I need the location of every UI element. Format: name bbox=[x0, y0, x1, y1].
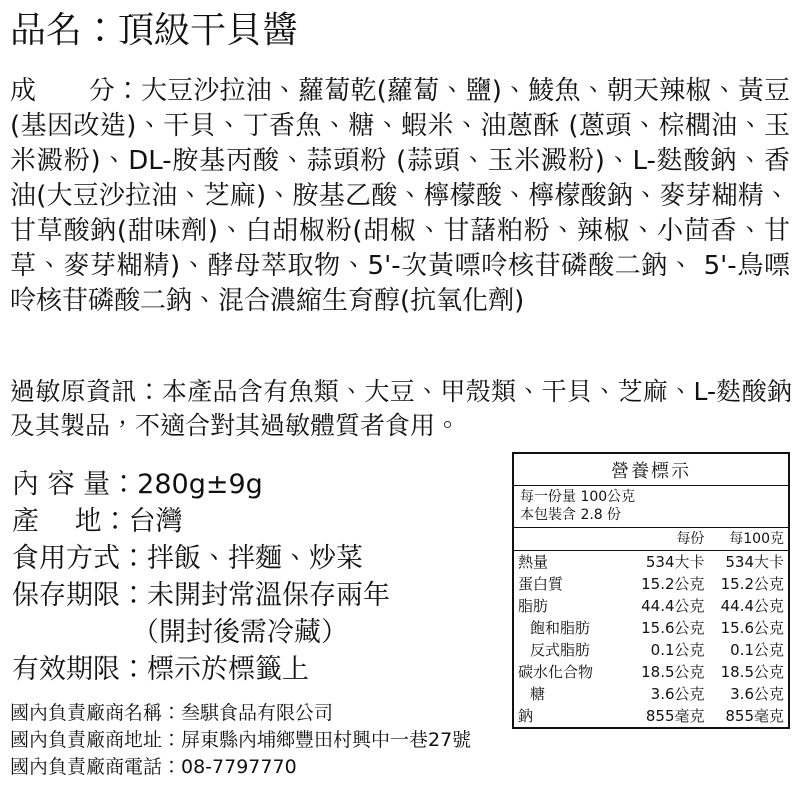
nutrition-servings-per-pack: 本包裝含 2.8 份 bbox=[520, 507, 622, 523]
nutrition-row-per-100g: 18.5公克 bbox=[720, 663, 784, 681]
nutrition-header-per-serving: 每份 bbox=[629, 528, 708, 551]
nutrition-row-per-100g: 44.4公克 bbox=[720, 597, 784, 615]
spec-serving-suggestion: 食用方式：拌飯、拌麵、炒菜 bbox=[12, 543, 363, 574]
company-phone: 國內負責廠商電話：08-7797770 bbox=[10, 756, 297, 778]
spec-shelf-life: 保存期限：未開封常溫保存兩年 bbox=[12, 580, 390, 611]
company-info-block bbox=[10, 700, 530, 781]
nutrition-row-name: 鈉 bbox=[518, 707, 534, 725]
spec-storage-note: （開封後需冷藏） bbox=[132, 617, 348, 648]
table-row bbox=[514, 617, 788, 639]
table-row bbox=[514, 573, 788, 595]
nutrition-row-name: 反式脂肪 bbox=[530, 641, 591, 659]
ingredients-text: 成 分：大豆沙拉油、蘿蔔乾(蘿蔔、鹽)、鯪魚、朝天辣椒、黃豆(基因改造)、干貝、丁香魚、糖、蝦米、油蔥酥 (蔥頭、棕櫚油、玉米澱粉)、DL-胺基丙酸、蒜頭粉 (蒜頭、玉米澱粉)、L-麩酸鈉、香油(大豆沙拉油、芝麻)、胺基乙酸、檸檬酸、檸檬酸鈉、麥芽糊精、甘草酸鈉(甜味劑)、白胡椒粉(胡椒、甘藷粕粉、辣椒、小茴香、甘草、麥芽糊精)、酵母萃取物、5'-次黃嘌呤核苷磷酸二鈉、 5'-鳥嘌呤核苷磷酸二鈉、混合濃縮生育醇(抗氧化劑) bbox=[10, 76, 790, 316]
nutrition-row-name: 飽和脂肪 bbox=[530, 619, 591, 637]
nutrition-row-per-serving: 18.5公克 bbox=[641, 663, 705, 681]
product-name: 品名：頂級干貝醬 bbox=[10, 10, 299, 51]
nutrition-serving-size: 每一份量 100公克 bbox=[520, 489, 636, 505]
specification-block bbox=[12, 466, 512, 688]
nutrition-title: 營養標示 bbox=[514, 454, 788, 486]
nutrition-row-per-serving: 3.6公克 bbox=[650, 685, 705, 703]
nutrition-serving-info bbox=[514, 486, 788, 528]
nutrition-row-per-100g: 0.1公克 bbox=[730, 641, 784, 659]
company-name: 國內負責廠商名稱：叁騏食品有限公司 bbox=[10, 702, 334, 724]
spec-net-weight: 內 容 量：280g±9g bbox=[12, 469, 263, 500]
nutrition-row-per-serving: 15.2公克 bbox=[641, 575, 705, 593]
table-row bbox=[514, 639, 788, 661]
table-row bbox=[514, 551, 788, 574]
table-row bbox=[514, 683, 788, 705]
nutrition-row-per-serving: 855毫克 bbox=[645, 707, 705, 725]
nutrition-header-per-100g: 每100克 bbox=[709, 528, 788, 551]
nutrition-row-per-100g: 534大卡 bbox=[725, 553, 784, 571]
table-row bbox=[514, 595, 788, 617]
nutrition-row-per-serving: 15.6公克 bbox=[641, 619, 705, 637]
spec-origin: 產 地：台灣 bbox=[12, 506, 183, 537]
nutrition-row-per-serving: 0.1公克 bbox=[650, 641, 705, 659]
nutrition-header-blank bbox=[514, 528, 629, 551]
nutrition-row-per-100g: 15.6公克 bbox=[720, 619, 784, 637]
nutrition-table-body bbox=[514, 551, 788, 728]
nutrition-facts-table bbox=[512, 452, 790, 729]
allergen-info: 過敏原資訊：本產品含有魚類、大豆、甲殼類、干貝、芝麻、L-麩酸鈉及其製品，不適合對其過敏體質者食用。 bbox=[10, 377, 792, 440]
nutrition-row-per-serving: 534大卡 bbox=[645, 553, 705, 571]
table-row bbox=[514, 705, 788, 727]
nutrition-row-name: 脂肪 bbox=[518, 597, 549, 615]
nutrition-row-per-100g: 15.2公克 bbox=[720, 575, 784, 593]
nutrition-row-name: 熱量 bbox=[518, 553, 549, 571]
nutrition-row-name: 蛋白質 bbox=[518, 575, 564, 593]
nutrition-row-name: 糖 bbox=[530, 685, 546, 703]
nutrition-row-per-100g: 3.6公克 bbox=[730, 685, 784, 703]
nutrition-header-row bbox=[514, 528, 788, 551]
table-row bbox=[514, 661, 788, 683]
company-address: 國內負責廠商地址：屏東縣內埔鄉豐田村興中一巷27號 bbox=[10, 729, 472, 751]
nutrition-row-per-100g: 855毫克 bbox=[725, 707, 784, 725]
nutrition-table-head bbox=[514, 528, 788, 551]
spec-expiry: 有效期限：標示於標籤上 bbox=[12, 654, 309, 685]
nutrition-values-table bbox=[514, 528, 788, 727]
nutrition-row-name: 碳水化合物 bbox=[518, 663, 594, 681]
nutrition-row-per-serving: 44.4公克 bbox=[641, 597, 705, 615]
